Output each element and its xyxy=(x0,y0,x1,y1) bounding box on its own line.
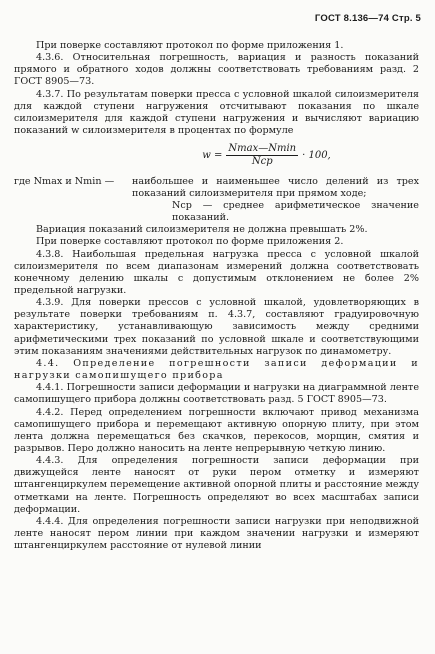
definition-row xyxy=(14,200,419,224)
definition-text: наибольшее и наименьшее число делений из трех показаний силоизмерителя при прямом ходе; xyxy=(132,175,419,199)
paragraph: 4.3.8. Наибольшая предельная нагрузка пресса с условной шкалой силоизмерителя по всем диапазонам измерений должна соответствовать конечному делению шкалы с допустимым отклонением не более 2% предельной нагрузки. xyxy=(14,248,419,296)
definition-row xyxy=(14,176,419,200)
section-heading: 4.4. Определение погрешности записи деформации и нагрузки самопишущего прибора xyxy=(14,357,419,382)
page-header: ГОСТ 8.136—74 Стр. 5 xyxy=(314,13,421,24)
paragraph: При поверке составляют протокол по форме приложения 1. xyxy=(36,40,344,51)
formula-lhs: w = xyxy=(202,149,223,161)
paragraph: 4.4.1. Погрешности записи деформации и нагрузки на диаграммной ленте самопишущего прибора должны соответствовать разд. 5 ГОСТ 8905—73. xyxy=(14,382,419,406)
definition-term: где Nmax и Nmin — xyxy=(14,175,115,187)
paragraph: 4.3.7. По результатам поверки пресса с условной шкалой силоизмерителя для каждой ступени нагружения отсчитывают показания по шкале силоизмерителя для каждой ступени нагружения и вычисляют вариацию показаний w силоизмерителя в процентах по формуле xyxy=(14,88,419,137)
formula-definitions xyxy=(14,176,419,225)
formula-numerator: Nmax—Nmin xyxy=(226,143,298,156)
paragraph: 4.4.4. Для определения погрешности записи нагрузки при неподвижной ленте наносят пером линии при каждом значении нагрузки и измеряют штангенциркулем расстояние от нулевой линии xyxy=(14,515,419,552)
formula-fraction xyxy=(226,143,298,168)
paragraph: 4.3.6. Относительная погрешность, вариация и разность показаний прямого и обратного ходов должны соответствовать требованиям разд. 2 ГОСТ 8905—73. xyxy=(14,52,419,88)
paragraph: При поверке составляют протокол по форме приложения 2. xyxy=(36,236,344,248)
paragraph: 4.3.9. Для поверки прессов с условной шкалой, удовлетворяющих в результате поверки требованиям п. 4.3.7, составляют градуировочную характеристику, устанавливающую зависимость между средними арифметическими трех показаний по условной шкале и соответствующими этим показаниям значениями действительных нагрузок по динамометру. xyxy=(14,297,419,357)
paragraph: 4.4.2. Перед определением погрешности включают привод механизма самопишущего прибора и перемещают активную опорную плиту, при этом лента должна перемещаться без скачков, перекосов, морщин, смятия и разрывов. Перо должно наносить на ленте непрерывную четкую линию. xyxy=(14,406,419,454)
formula-tail: · 100, xyxy=(302,149,331,161)
paragraph: Вариация показаний силоизмерителя не должна превышать 2%. xyxy=(36,224,368,236)
page-body xyxy=(14,40,419,552)
variation-formula xyxy=(114,143,419,168)
paragraph: 4.4.3. Для определения погрешности записи деформации при движущейся ленте наносят от руки пером отметку и измеряют штангенциркулем перемещение активной опорной плиты и расстояние между отметками на ленте. Погрешность определяют во всех масштабах записи деформации. xyxy=(14,455,419,515)
formula-denominator: Nср xyxy=(251,156,273,168)
definition-text: Nср — среднее арифметическое значение показаний. xyxy=(172,199,419,224)
